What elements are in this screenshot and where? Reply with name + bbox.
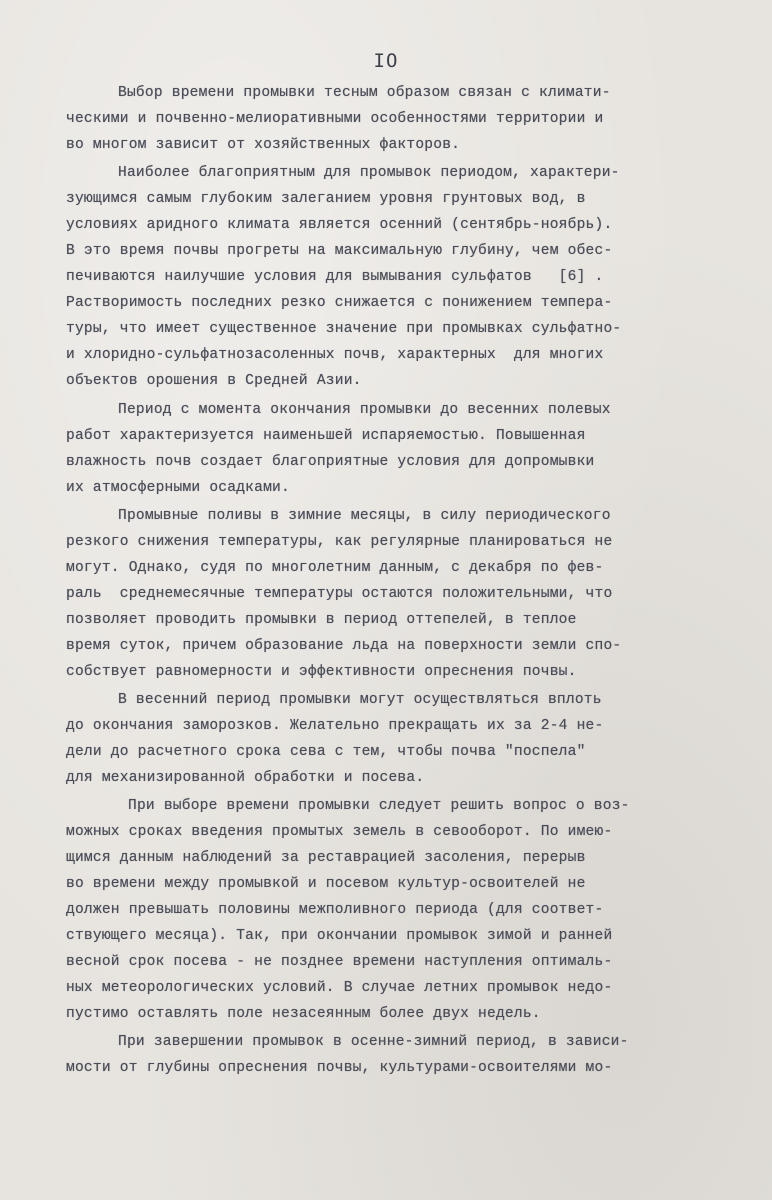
text-line: могут. Однако, судя по многолетним данным, с декабря по фев- [66,560,604,576]
text-line: условиях аридного климата является осенний (сентябрь-ноябрь). [66,217,613,233]
text-line: во многом зависит от хозяйственных факторов. [66,137,461,153]
text-line: Период с момента окончания промывки до весенних полевых [118,402,611,418]
text-line: позволяет проводить промывки в период оттепелей, в теплое [66,612,577,628]
text-line: ческими и почвенно-мелиоративными особенностями территории и [66,111,604,127]
text-line: В это время почвы прогреты на максимальную глубину, чем обес- [66,243,613,259]
text-line: раль среднемесячные температуры остаются положительными, что [66,586,613,602]
text-line: туры, что имеет существенное значение при промывках сульфатно- [66,321,622,337]
text-line: объектов орошения в Средней Азии. [66,373,362,389]
page-number: IO [373,50,399,72]
text-line: во времени между промывкой и посевом культур-освоителей не [66,876,586,892]
text-line: влажность почв создает благоприятные условия для допромывки [66,454,595,470]
text-line: мости от глубины опреснения почвы, культурами-освоителями мо- [66,1060,613,1076]
text-line: их атмосферными осадками. [66,480,290,496]
text-line: резкого снижения температуры, как регулярные планироваться не [66,534,613,550]
text-line: можных сроках введения промытых земель в севооборот. По имею- [66,824,613,840]
text-line: щимся данным наблюдений за реставрацией засоления, перерыв [66,850,586,866]
text-line: весной срок посева - не позднее времени наступления оптималь- [66,954,613,970]
text-line: до окончания заморозков. Желательно прекращать их за 2-4 не- [66,718,604,734]
text-line: должен превышать половины межполивного периода (для соответ- [66,902,604,918]
text-line: Наиболее благоприятным для промывок периодом, характери- [118,165,620,181]
text-line: При завершении промывок в осенне-зимний период, в зависи- [118,1034,629,1050]
text-line: собствует равномерности и эффективности опреснения почвы. [66,664,577,680]
text-line: ствующего месяца). Так, при окончании промывок зимой и ранней [66,928,613,944]
text-line: работ характеризуется наименьшей испаряемостью. Повышенная [66,428,586,444]
text-line: При выборе времени промывки следует решить вопрос о воз- [128,798,630,814]
text-line: время суток, причем образование льда на поверхности земли спо- [66,638,622,654]
text-line: ных метеорологических условий. В случае летних промывок недо- [66,980,613,996]
text-line: В весенний период промывки могут осуществляться вплоть [118,692,602,708]
text-line: и хлоридно-сульфатнозасоленных почв, характерных для многих [66,347,604,363]
text-line: для механизированной обработки и посева. [66,770,425,786]
text-line: зующимся самым глубоким залеганием уровня грунтовых вод, в [66,191,586,207]
text-line: дели до расчетного срока сева с тем, чтобы почва "поспела" [66,744,586,760]
text-line: Выбор времени промывки тесным образом связан с климати- [118,85,611,101]
text-line: печиваются наилучшие условия для вымывания сульфатов [6] . [66,269,604,285]
text-line: Растворимость последних резко снижается с понижением темпера- [66,295,613,311]
text-line: Промывные поливы в зимние месяцы, в силу периодического [118,508,611,524]
text-line: пустимо оставлять поле незасеянным более двух недель. [66,1006,541,1022]
